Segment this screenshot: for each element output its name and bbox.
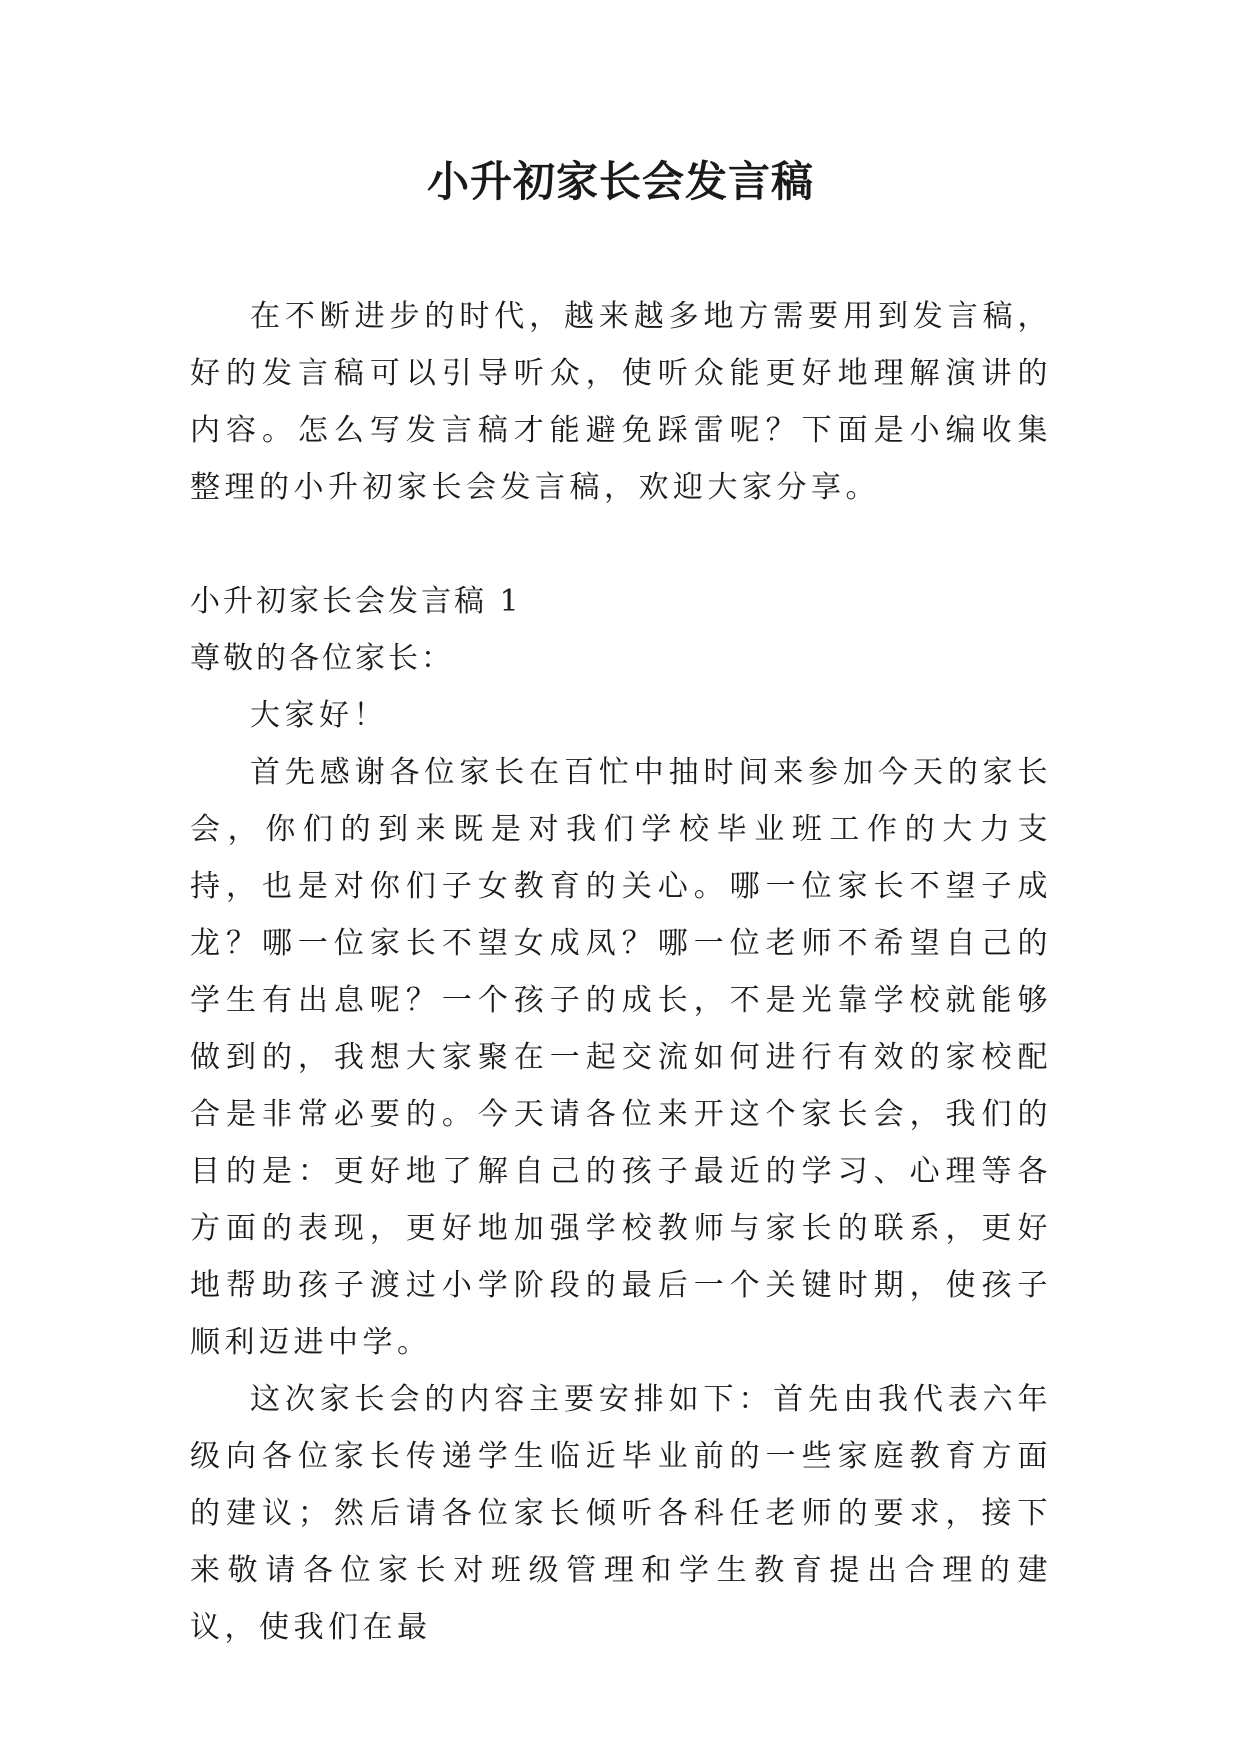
body-paragraph: 首先感谢各位家长在百忙中抽时间来参加今天的家长会，你们的到来既是对我们学校毕业班工作的大力支持，也是对你们子女教育的关心。哪一位家长不望子成龙？哪一位家长不望女成凤？哪一位老师不希望自己的学生有出息呢？一个孩子的成长，不是光靠学校就能够做到的，我想大家聚在一起交流如何进行有效的家校配合是非常必要的。今天请各位来开这个家长会，我们的目的是：更好地了解自己的孩子最近的学习、心理等各方面的表现，更好地加强学校教师与家长的联系，更好地帮助孩子渡过小学阶段的最后一个关键时期，使孩子顺利迈进中学。: [190, 755, 1052, 1360]
section-heading: 小升初家长会发言稿 1: [190, 584, 522, 619]
salutation: 尊敬的各位家长：: [190, 641, 454, 676]
document-body: [190, 288, 1052, 1656]
section-spacer: [190, 516, 1052, 573]
document-title: 小升初家长会发言稿: [426, 157, 814, 206]
greeting: 大家好！: [250, 698, 388, 733]
intro-paragraph: 在不断进步的时代，越来越多地方需要用到发言稿，好的发言稿可以引导听众，使听众能更好地理解演讲的内容。怎么写发言稿才能避免踩雷呢？下面是小编收集整理的小升初家长会发言稿，欢迎大家分享。: [190, 299, 1052, 505]
body-paragraph: 这次家长会的内容主要安排如下：首先由我代表六年级向各位家长传递学生临近毕业前的一些家庭教育方面的建议；然后请各位家长倾听各科任老师的要求，接下来敬请各位家长对班级管理和学生教育提出合理的建议，使我们在最: [190, 1382, 1052, 1645]
